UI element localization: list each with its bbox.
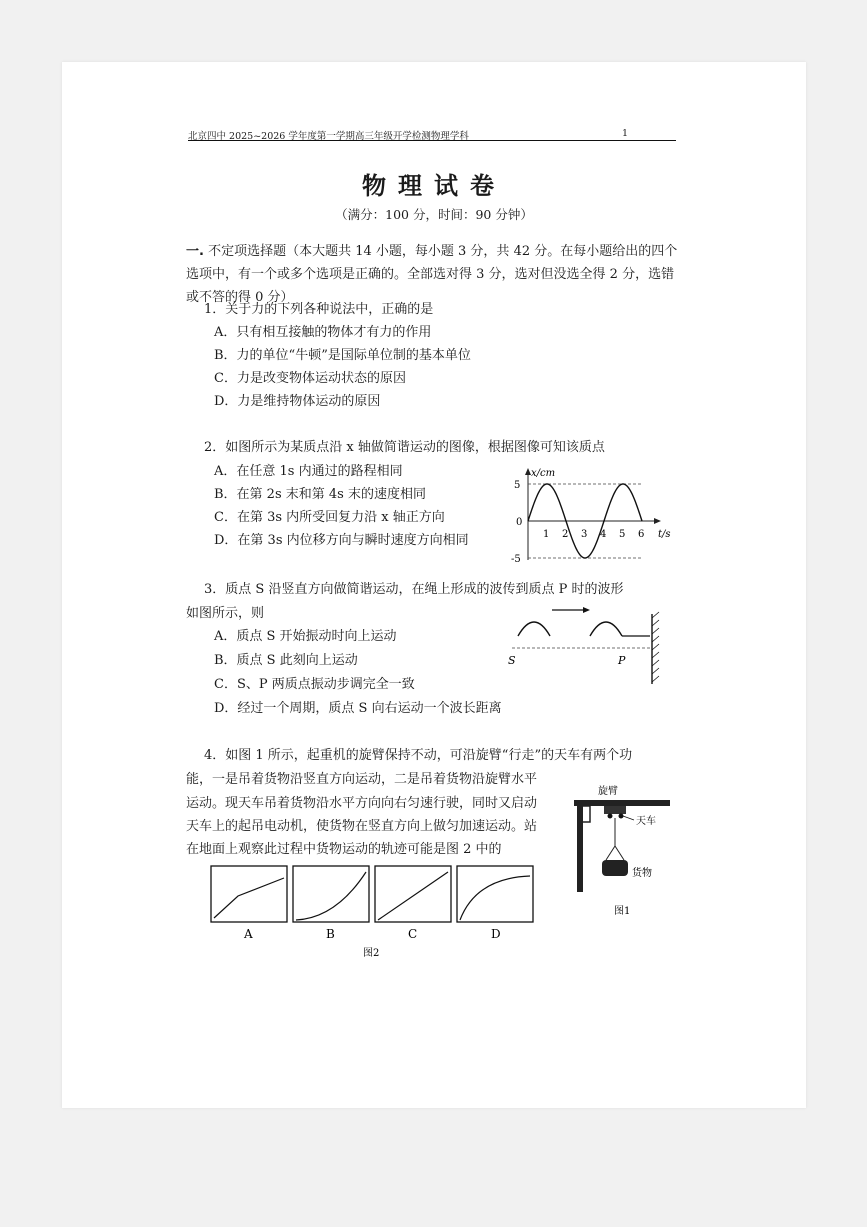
x-tick-2: 2 xyxy=(562,529,569,540)
q4-trajectory-figure xyxy=(208,862,538,962)
q1-option-b: B．力的单位“牛顿”是国际单位制的基本单位 xyxy=(214,348,471,363)
q3-stem-line-2: 如图所示，则 xyxy=(186,606,265,621)
q2-option-d: D．在第 3s 内位移方向与瞬时速度方向相同 xyxy=(214,533,469,548)
trajectory-b-path xyxy=(296,872,366,920)
cart-label: 天车 xyxy=(636,816,656,827)
cargo-label: 货物 xyxy=(632,868,652,879)
arm-label: 旋臂 xyxy=(598,786,618,797)
trajectory-option-b xyxy=(293,866,369,941)
q2-stem: 2．如图所示为某质点沿 x 轴做简谐运动的图像，根据图像可知该质点 xyxy=(204,440,605,455)
q4-line-1: 4．如图 1 所示，起重机的旋臂保持不动，可沿旋臂“行走”的天车有两个功 xyxy=(204,748,633,763)
crane-arm xyxy=(574,800,670,806)
q4-crane-figure xyxy=(568,782,672,922)
trajectory-option-d xyxy=(457,866,533,941)
q1-option-c: C．力是改变物体运动状态的原因 xyxy=(214,371,406,386)
trajectory-option-a xyxy=(211,866,287,941)
trolley-wheel-right xyxy=(619,814,624,819)
q2-option-b: B．在第 2s 末和第 4s 末的速度相同 xyxy=(214,487,426,502)
wave-crest-1 xyxy=(518,622,550,636)
q4-line-4: 天车上的起吊电动机，使货物在竖直方向上做匀加速运动。站 xyxy=(186,819,538,834)
section-1-label: 一. xyxy=(186,244,204,259)
cart-label-pointer xyxy=(623,816,634,820)
sling-ropes xyxy=(606,846,624,860)
graph-y-label: x/cm xyxy=(531,468,556,479)
q3-stem-line-1: 3．质点 S 沿竖直方向做简谐运动，在绳上形成的波传到质点 P 时的波形 xyxy=(204,582,624,597)
y-tick-0: 0 xyxy=(516,517,523,528)
trajectory-b-label: B xyxy=(326,927,335,941)
fig1-caption: 图1 xyxy=(614,906,631,917)
header-rule xyxy=(188,140,676,141)
trolley-wheel-left xyxy=(608,814,613,819)
q3-option-b: B．质点 S 此刻向上运动 xyxy=(214,653,358,668)
q2-shm-graph xyxy=(502,464,672,564)
q1-stem: 1．关于力的下列各种说法中，正确的是 xyxy=(204,302,434,317)
y-tick-5: 5 xyxy=(514,480,521,491)
wall-hatch xyxy=(652,612,659,682)
q2-option-a: A．在任意 1s 内通过的路程相同 xyxy=(214,464,403,479)
page-number: 1 xyxy=(622,128,629,139)
q4-line-5: 在地面上观察此过程中货物运动的轨迹可能是图 2 中的 xyxy=(186,842,502,857)
q2-option-c: C．在第 3s 内所受回复力沿 x 轴正方向 xyxy=(214,510,445,525)
page-subtitle: （满分：100 分，时间：90 分钟） xyxy=(335,207,533,222)
q3-option-d: D．经过一个周期，质点 S 向右运动一个波长距离 xyxy=(214,701,502,716)
q4-line-2: 能，一是吊着货物沿竖直方向运动，二是吊着货物沿旋臂水平 xyxy=(186,772,538,787)
x-tick-6: 6 xyxy=(638,529,645,540)
fig2-caption: 图2 xyxy=(363,948,380,959)
label-s: S xyxy=(508,654,516,667)
q3-option-c: C．S、P 两质点振动步调完全一致 xyxy=(214,677,415,692)
section-1-text: 不定项选择题（本大题共 14 小题，每小题 3 分，共 42 分。在每小题给出的四个选项中，有一个或多个选项是正确的。全部选对得 3 分，选对但没选全得 2 分，选错或不答的得 0 分） xyxy=(186,244,678,305)
trajectory-c-path xyxy=(378,872,448,920)
trajectory-d-path xyxy=(460,876,530,920)
trajectory-option-c xyxy=(375,866,451,941)
crane-cabin xyxy=(583,806,590,822)
x-axis-arrow-icon xyxy=(654,518,661,524)
x-tick-1: 1 xyxy=(543,529,550,540)
q1-option-a: A．只有相互接触的物体才有力的作用 xyxy=(214,325,432,340)
q3-option-a: A．质点 S 开始振动时向上运动 xyxy=(214,629,397,644)
trajectory-d-label: D xyxy=(491,927,501,941)
trajectory-a-label: A xyxy=(244,927,253,941)
q3-wave-figure xyxy=(506,600,666,690)
y-tick-neg5: -5 xyxy=(511,554,521,564)
x-tick-3: 3 xyxy=(581,529,588,540)
cargo-block xyxy=(602,860,628,876)
trajectory-c-label: C xyxy=(408,927,418,941)
trolley-body xyxy=(604,806,626,814)
x-tick-4: 4 xyxy=(600,529,607,540)
school-header: 北京四中 2025~2026 学年度第一学期高三年级开学检测物理学科 xyxy=(188,131,469,142)
exam-page xyxy=(62,62,806,1108)
x-tick-5: 5 xyxy=(619,529,626,540)
q1-option-d: D．力是维持物体运动的原因 xyxy=(214,394,381,409)
graph-x-label: t/s xyxy=(658,529,671,540)
propagation-arrow-icon xyxy=(583,607,590,613)
wave-crest-2 xyxy=(590,622,622,636)
page-title: 物理试卷 xyxy=(362,172,506,200)
crane-mast xyxy=(577,806,583,892)
q4-line-3: 运动。现天车吊着货物沿水平方向向右匀速行驶，同时又启动 xyxy=(186,796,538,811)
trajectory-a-path xyxy=(214,878,284,918)
label-p: P xyxy=(618,654,626,667)
